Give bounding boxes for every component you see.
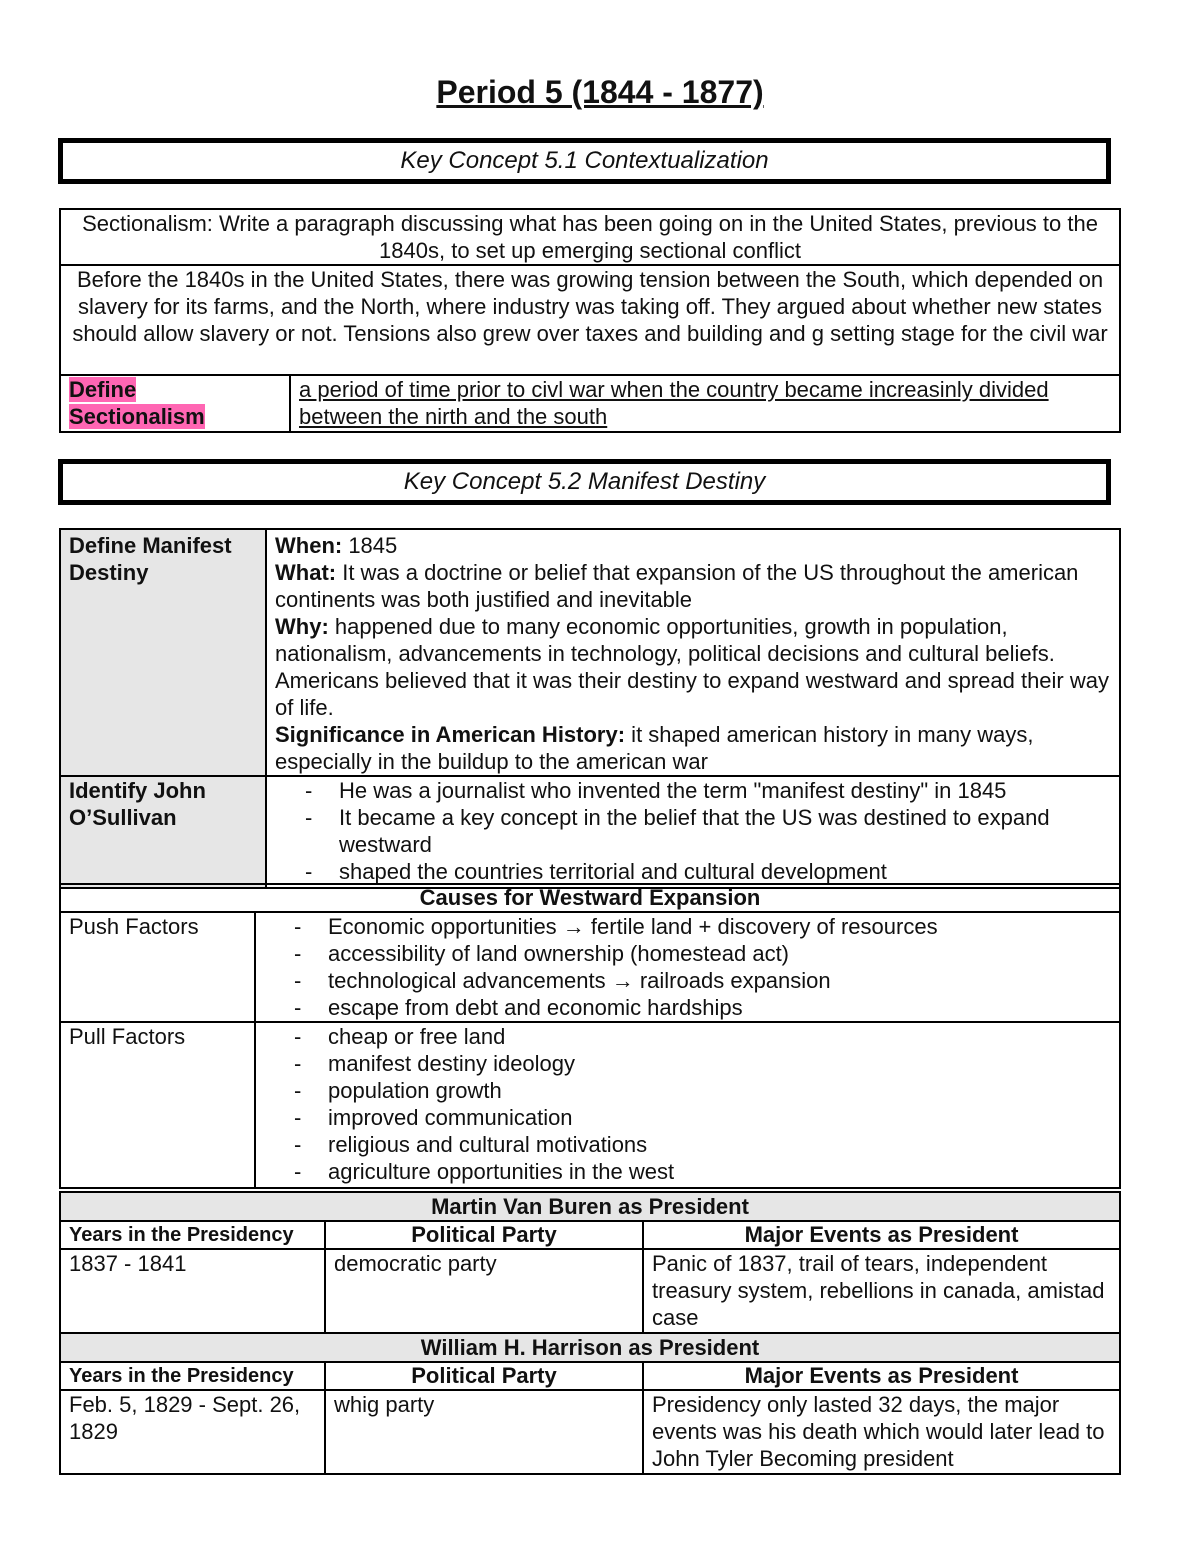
presidents-table [59, 1191, 1121, 1475]
manifest-destiny-table [59, 528, 1121, 889]
push-factors-list [255, 912, 1120, 1022]
define-label-line1: Define [69, 377, 137, 402]
john-osullivan-label: Identify John O’Sullivan [60, 776, 266, 888]
harrison-events: Presidency only lasted 32 days, the major events was his death which would later lead to John Tyler Becoming president [643, 1390, 1120, 1474]
list-item: - accessibility of land ownership (homestead act) [256, 940, 1111, 967]
what-label: What: [275, 560, 337, 585]
sectionalism-answer: Before the 1840s in the United States, there was growing tension between the South, which depended on slavery for its farms, and the North, where industry was taking off. They argued about whether new states should allow slavery or not. Tensions also grew over taxes and building and g setting stage for the civil war [60, 265, 1120, 375]
push-factors-label: Push Factors [60, 912, 255, 1022]
van-buren-years: 1837 - 1841 [60, 1249, 325, 1333]
define-sectionalism-answer: a period of time prior to civl war when the country became increasinly divided between the nirth and the south [290, 375, 1120, 432]
sectionalism-prompt: Sectionalism: Write a paragraph discussing what has been going on in the United States, previous to the 1840s, to set up emerging sectional conflict [60, 209, 1120, 265]
van-buren-party: democratic party [325, 1249, 643, 1333]
van-buren-col-events: Major Events as President [643, 1221, 1120, 1249]
key-concept-2-heading: Key Concept 5.2 Manifest Destiny [58, 459, 1111, 505]
van-buren-col-years: Years in the Presidency [60, 1221, 325, 1249]
list-item: - population growth [256, 1077, 1111, 1104]
pull-factors-list [255, 1022, 1120, 1188]
significance-text: it shaped american history in many ways, especially in the buildup to the american war [275, 722, 1034, 774]
what-text: It was a doctrine or belief that expansion of the US throughout the american continents was both justified and inevitable [275, 560, 1079, 612]
page-title: Period 5 (1844 - 1877) [436, 74, 764, 110]
list-item: - manifest destiny ideology [256, 1050, 1111, 1077]
when-label: When: [275, 533, 343, 558]
causes-heading: Causes for Westward Expansion [60, 884, 1120, 912]
harrison-col-party: Political Party [325, 1362, 643, 1390]
list-item: - cheap or free land [256, 1023, 1111, 1050]
harrison-col-years: Years in the Presidency [60, 1362, 325, 1390]
john-osullivan-answer [266, 776, 1120, 888]
van-buren-heading: Martin Van Buren as President [60, 1192, 1120, 1221]
list-item: - Economic opportunities → fertile land + discovery of resources [256, 913, 1111, 940]
why-label: Why: [275, 614, 329, 639]
why-text: happened due to many economic opportunities, growth in population, nationalism, advancements in technology, political decisions and cultural beliefs. Americans believed that it was their destiny to expand westward and spread their way of life. [275, 614, 1109, 720]
manifest-destiny-label: Define Manifest Destiny [60, 529, 266, 776]
sectionalism-table [59, 208, 1121, 433]
list-item: - shaped the countries territorial and cultural development [267, 858, 1111, 885]
list-item: - escape from debt and economic hardships [256, 994, 1111, 1021]
harrison-col-events: Major Events as President [643, 1362, 1120, 1390]
key-concept-1-heading: Key Concept 5.1 Contextualization [58, 138, 1111, 184]
list-item: - It became a key concept in the belief that the US was destined to expand westward [267, 804, 1111, 858]
when-text: 1845 [342, 533, 398, 558]
harrison-heading: William H. Harrison as President [60, 1333, 1120, 1362]
harrison-party: whig party [325, 1390, 643, 1474]
harrison-years: Feb. 5, 1829 - Sept. 26, 1829 [60, 1390, 325, 1474]
van-buren-events: Panic of 1837, trail of tears, independent treasury system, rebellions in canada, amistad case [643, 1249, 1120, 1333]
define-sectionalism-label [60, 375, 290, 432]
significance-label: Significance in American History: [275, 722, 626, 747]
westward-expansion-table [59, 883, 1121, 1189]
manifest-destiny-definition [266, 529, 1120, 776]
list-item: - He was a journalist who invented the term "manifest destiny" in 1845 [267, 777, 1111, 804]
define-label-line2: Sectionalism [69, 404, 205, 429]
pull-factors-label: Pull Factors [60, 1022, 255, 1188]
list-item: - agriculture opportunities in the west [256, 1158, 1111, 1185]
list-item: - technological advancements → railroads expansion [256, 967, 1111, 994]
van-buren-col-party: Political Party [325, 1221, 643, 1249]
list-item: - religious and cultural motivations [256, 1131, 1111, 1158]
list-item: - improved communication [256, 1104, 1111, 1131]
